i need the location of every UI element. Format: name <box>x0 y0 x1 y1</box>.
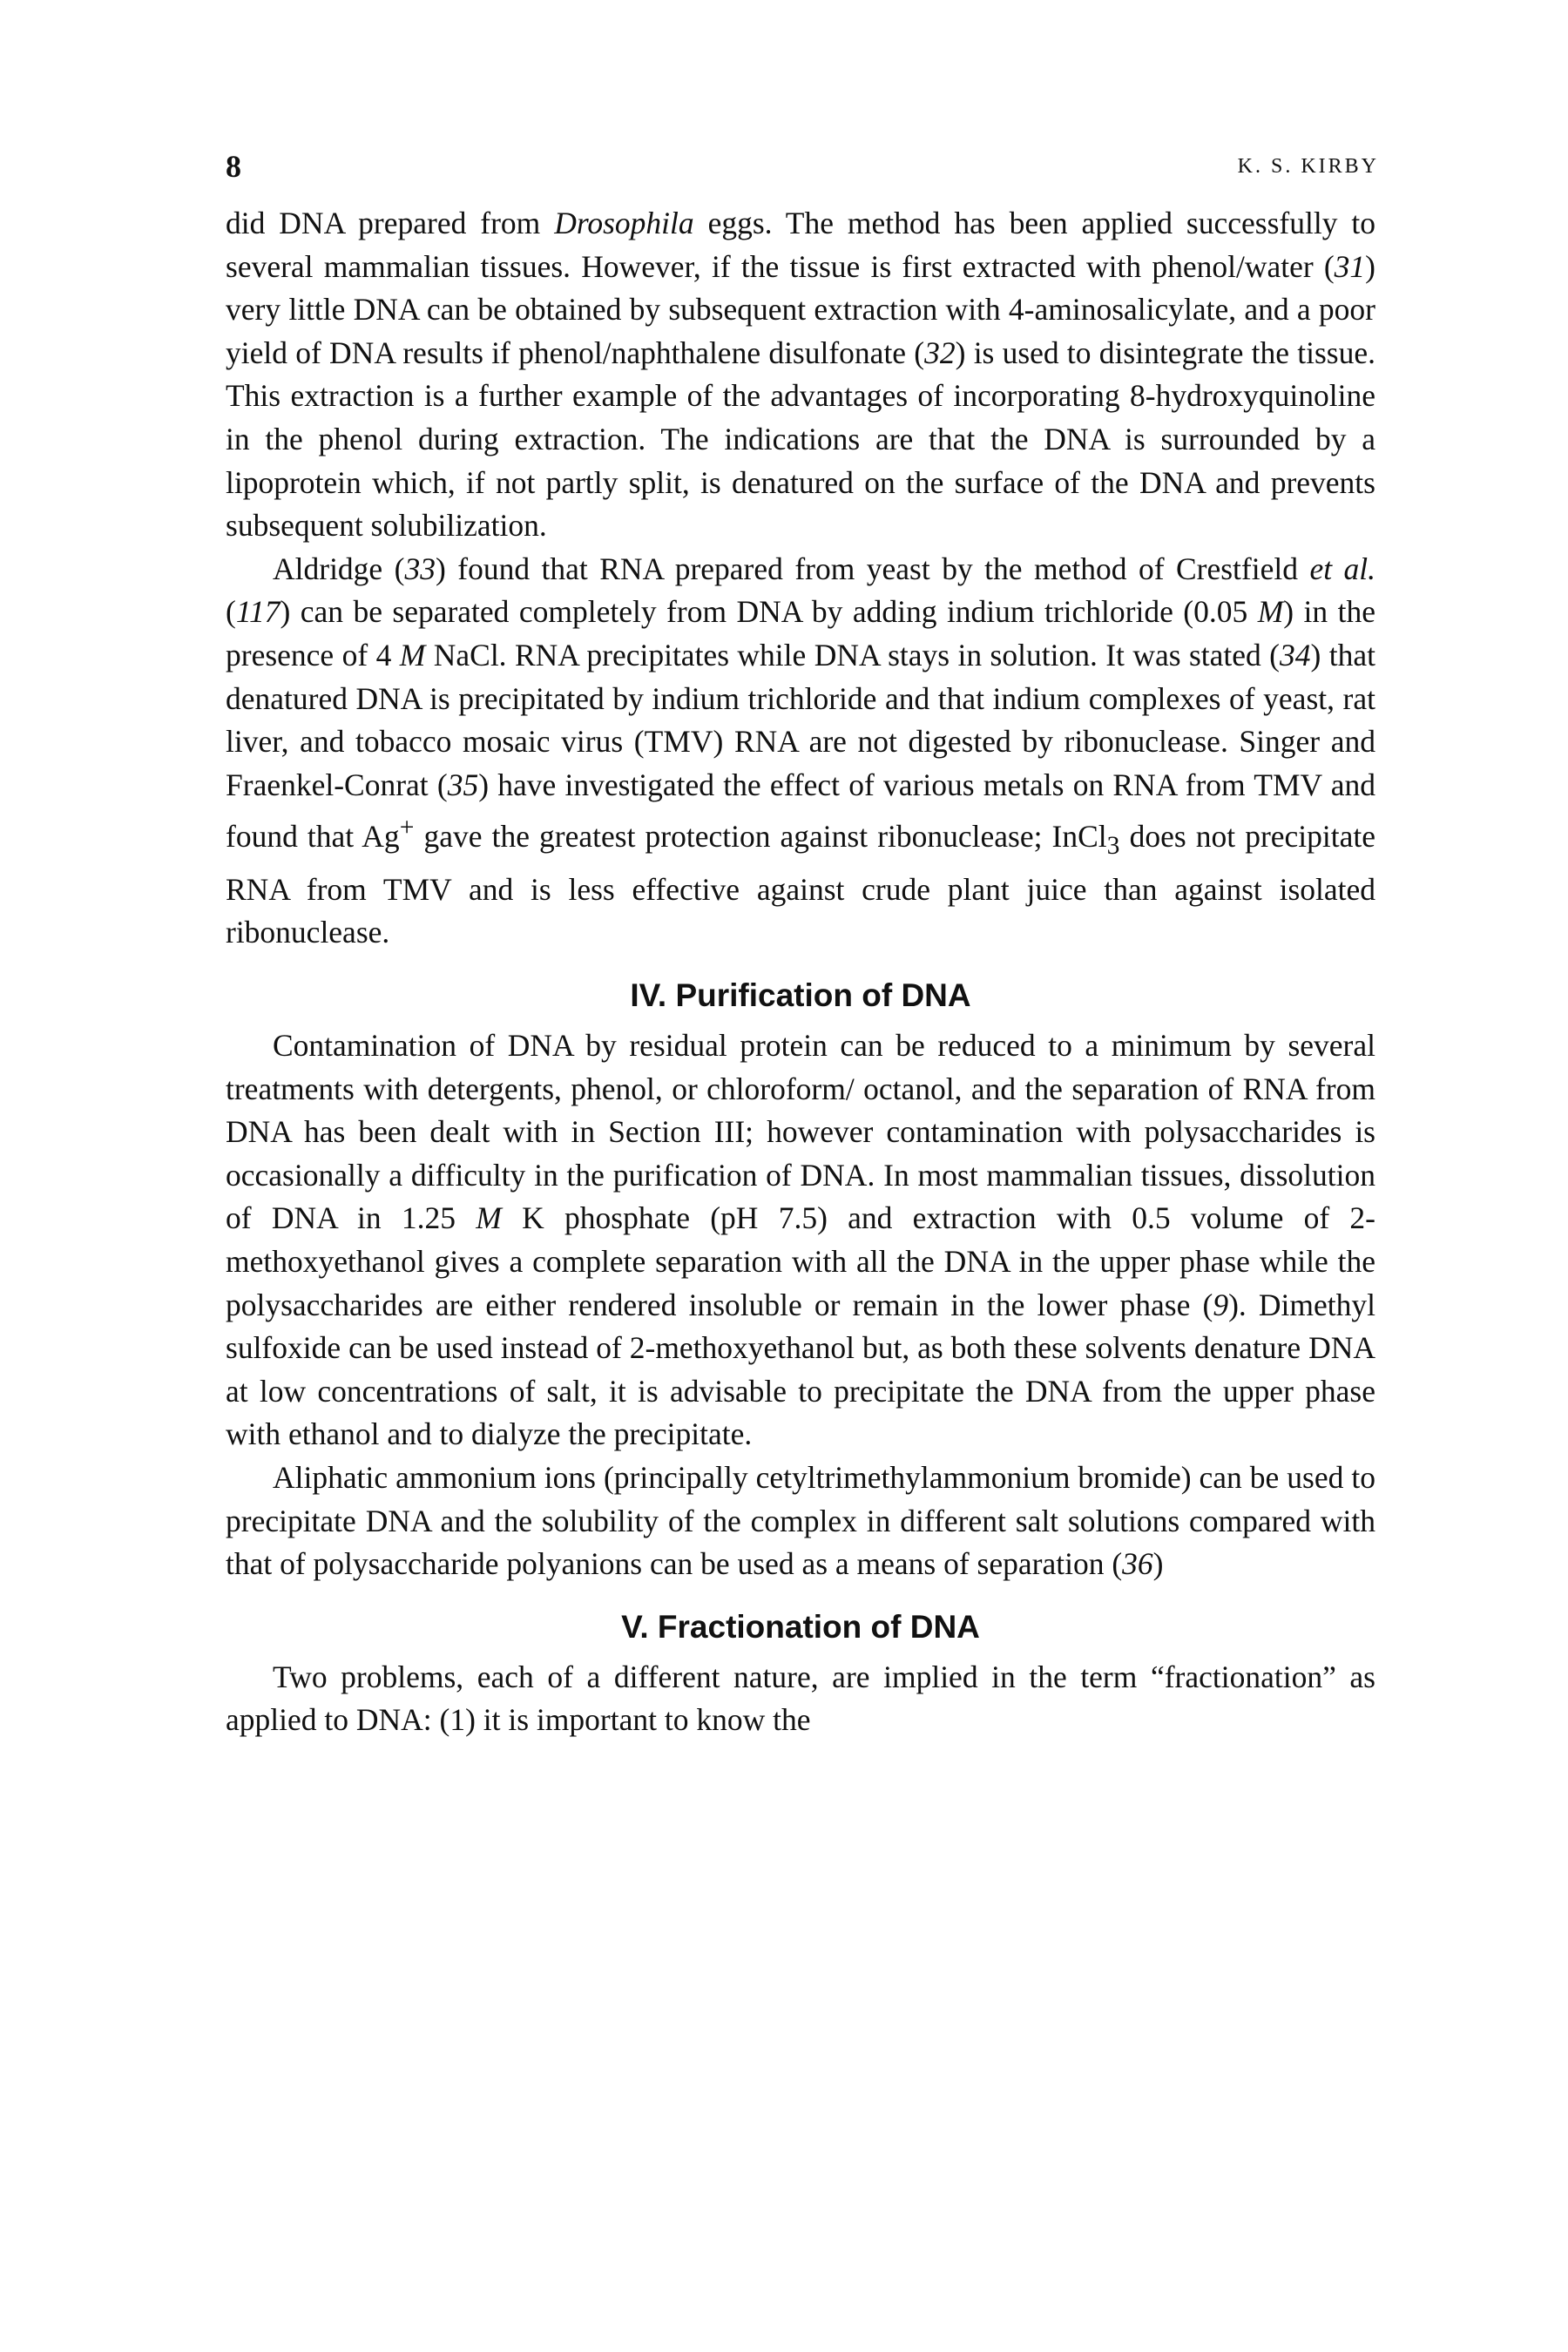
paragraph-aliphatic: Aliphatic ammonium ions (principally cetyltrimethylammonium bromide) can be used to precipitate DNA and the solubility of the complex in different salt solutions compared with that of polysaccharide polyanions can be used as a means of separation (36) <box>226 1459 1375 1582</box>
running-head <box>226 148 1379 184</box>
section-heading-purification: IV. Purification of DNA <box>630 977 971 1014</box>
section-heading-fractionation: V. Fractionation of DNA <box>621 1608 980 1645</box>
running-head-author: K. S. KIRBY <box>1237 155 1379 178</box>
body-text <box>226 202 1375 1742</box>
page-number: 8 <box>226 149 241 184</box>
paragraph-two-problems: Two problems, each of a different nature, are implied in the term “fractionation” as applied to DNA: (1) it is important to know the <box>226 1659 1375 1738</box>
paragraph-contamination: Contamination of DNA by residual protein can be reduced to a minimum by several treatments with detergents, phenol, or chloroform/ octanol, and the separation of RNA from DNA has been dealt with in Section III; however contamination with polysaccharides is occasionally a difficulty in the purification of DNA. In most mammalian tissues, dissolution of DNA in 1.25 M K phosphate (pH 7.5) and extraction with 0.5 volume of 2-methoxyethanol gives a complete separation with all the DNA in the upper phase while the polysaccharides are either rendered insoluble or remain in the lower phase (9). Dimethyl sulfoxide can be used instead of 2-methoxyethanol but, as both these solvents denature DNA at low concentrations of salt, it is advisable to precipitate the DNA from the upper phase with ethanol and to dialyze the precipitate. <box>226 1028 1375 1452</box>
paragraph-continuation: did DNA prepared from Drosophila eggs. The method has been applied successfully to several mammalian tissues. However, if the tissue is first extracted with phenol/water (31) very little DNA can be obtained by subsequent extraction with 4-aminosalicylate, and a poor yield of DNA results if phenol/naphthalene disulfonate (32) is used to disintegrate the tissue. This extraction is a further example of the advantages of incorporating 8-hydroxyquinoline in the phenol during extraction. The indications are that the DNA is surrounded by a lipoprotein which, if not partly split, is denatured on the surface of the DNA and prevents subsequent solubilization. <box>226 206 1375 544</box>
page <box>226 148 1379 1742</box>
paragraph-aldridge: Aldridge (33) found that RNA prepared from yeast by the method of Crestfield et al. (117) can be separated completely from DNA by adding indium trichloride (0.05 M) in the presence of 4 M NaCl. RNA precipitates while DNA stays in solution. It was stated (34) that denatured DNA is precipitated by indium trichloride and that indium complexes of yeast, rat liver, and tobacco mosaic virus (TMV) RNA are not digested by ribonuclease. Singer and Fraenkel-Conrat (35) have investigated the effect of various metals on RNA from TMV and found that Ag+ gave the greatest protection against ribonuclease; InCl$_3$ does not precipitate RNA from TMV and is less effective against crude plant juice than against isolated ribonuclease. <box>226 551 1376 950</box>
